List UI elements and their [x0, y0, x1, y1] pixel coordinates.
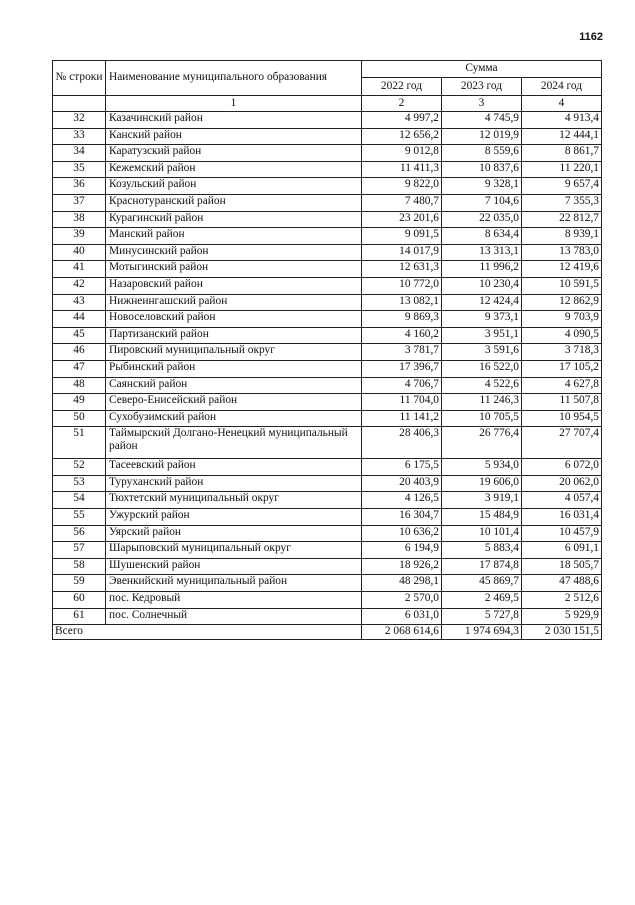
amount-2024: 9 703,9	[522, 311, 602, 328]
table-row	[53, 261, 602, 278]
budget-table	[52, 60, 602, 640]
amount-2024: 10 457,9	[522, 525, 602, 542]
amount-2022: 14 017,9	[362, 244, 442, 261]
row-number: 51	[53, 427, 106, 459]
table-row	[53, 161, 602, 178]
amount-2024: 8 861,7	[522, 145, 602, 162]
amount-2024: 6 091,1	[522, 542, 602, 559]
amount-2024: 10 954,5	[522, 410, 602, 427]
municipality-name: Казачинский район	[106, 112, 362, 129]
amount-2023: 4 745,9	[442, 112, 522, 129]
header-year-2022: 2022 год	[362, 78, 442, 96]
row-number: 46	[53, 344, 106, 361]
total-2023: 1 974 694,3	[442, 625, 522, 640]
amount-2024: 12 444,1	[522, 128, 602, 145]
amount-2022: 23 201,6	[362, 211, 442, 228]
table-row	[53, 394, 602, 411]
row-number: 48	[53, 377, 106, 394]
table-row	[53, 228, 602, 245]
amount-2024: 12 862,9	[522, 294, 602, 311]
table-row	[53, 211, 602, 228]
amount-2023: 8 634,4	[442, 228, 522, 245]
municipality-name: Эвенкийский муниципальный район	[106, 575, 362, 592]
header-row-number: № строки	[53, 61, 106, 96]
header-sum: Сумма	[362, 61, 602, 78]
amount-2023: 11 996,2	[442, 261, 522, 278]
row-number: 54	[53, 492, 106, 509]
table-row	[53, 377, 602, 394]
amount-2022: 12 631,3	[362, 261, 442, 278]
amount-2022: 9 822,0	[362, 178, 442, 195]
amount-2022: 6 194,9	[362, 542, 442, 559]
table-row	[53, 558, 602, 575]
table-row	[53, 592, 602, 609]
header-colnum-1	[53, 96, 106, 112]
amount-2024: 6 072,0	[522, 459, 602, 476]
amount-2023: 2 469,5	[442, 592, 522, 609]
amount-2022: 6 031,0	[362, 608, 442, 625]
header-colnum-4: 4	[522, 96, 602, 112]
row-number: 52	[53, 459, 106, 476]
amount-2024: 4 090,5	[522, 327, 602, 344]
amount-2024: 4 627,8	[522, 377, 602, 394]
row-number: 49	[53, 394, 106, 411]
municipality-name: пос. Солнечный	[106, 608, 362, 625]
municipality-name: Тюхтетский муниципальный округ	[106, 492, 362, 509]
amount-2022: 16 304,7	[362, 509, 442, 526]
row-number: 33	[53, 128, 106, 145]
municipality-name: Краснотуранский район	[106, 194, 362, 211]
amount-2022: 20 403,9	[362, 475, 442, 492]
amount-2022: 11 704,0	[362, 394, 442, 411]
amount-2023: 9 328,1	[442, 178, 522, 195]
table-row	[53, 294, 602, 311]
amount-2022: 10 636,2	[362, 525, 442, 542]
amount-2022: 28 406,3	[362, 427, 442, 459]
amount-2022: 48 298,1	[362, 575, 442, 592]
amount-2024: 22 812,7	[522, 211, 602, 228]
amount-2023: 12 424,4	[442, 294, 522, 311]
header-municipality-name: Наименование муниципального образования	[106, 61, 362, 96]
amount-2024: 11 220,1	[522, 161, 602, 178]
row-number: 37	[53, 194, 106, 211]
row-number: 55	[53, 509, 106, 526]
amount-2023: 9 373,1	[442, 311, 522, 328]
municipality-name: Новоселовский район	[106, 311, 362, 328]
amount-2022: 10 772,0	[362, 277, 442, 294]
amount-2024: 47 488,6	[522, 575, 602, 592]
amount-2024: 27 707,4	[522, 427, 602, 459]
amount-2024: 10 591,5	[522, 277, 602, 294]
row-number: 39	[53, 228, 106, 245]
municipality-name: Манский район	[106, 228, 362, 245]
amount-2022: 3 781,7	[362, 344, 442, 361]
municipality-name: Мотыгинский район	[106, 261, 362, 278]
row-number: 53	[53, 475, 106, 492]
table-row	[53, 311, 602, 328]
amount-2022: 17 396,7	[362, 360, 442, 377]
amount-2022: 12 656,2	[362, 128, 442, 145]
amount-2022: 9 012,8	[362, 145, 442, 162]
amount-2024: 17 105,2	[522, 360, 602, 377]
table-row	[53, 509, 602, 526]
row-number: 44	[53, 311, 106, 328]
row-number: 56	[53, 525, 106, 542]
row-number: 35	[53, 161, 106, 178]
amount-2023: 26 776,4	[442, 427, 522, 459]
municipality-name: Шарыповский муниципальный округ	[106, 542, 362, 559]
amount-2023: 11 246,3	[442, 394, 522, 411]
row-number: 47	[53, 360, 106, 377]
table-row	[53, 128, 602, 145]
municipality-name: Северо-Енисейский район	[106, 394, 362, 411]
table-row	[53, 525, 602, 542]
page-number: 1162	[579, 31, 603, 43]
header-year-2024: 2024 год	[522, 78, 602, 96]
municipality-name: Назаровский район	[106, 277, 362, 294]
table-row	[53, 542, 602, 559]
amount-2023: 10 101,4	[442, 525, 522, 542]
table-row	[53, 327, 602, 344]
table-row	[53, 112, 602, 129]
amount-2022: 2 570,0	[362, 592, 442, 609]
amount-2022: 4 126,5	[362, 492, 442, 509]
header-colnum-1: 1	[106, 96, 362, 112]
row-number: 43	[53, 294, 106, 311]
amount-2022: 7 480,7	[362, 194, 442, 211]
table-row	[53, 575, 602, 592]
amount-2024: 4 057,4	[522, 492, 602, 509]
amount-2023: 19 606,0	[442, 475, 522, 492]
amount-2024: 2 512,6	[522, 592, 602, 609]
municipality-name: Таймырский Долгано-Ненецкий муниципальный район	[106, 427, 362, 459]
amount-2023: 45 869,7	[442, 575, 522, 592]
table-row	[53, 459, 602, 476]
table-row	[53, 178, 602, 195]
amount-2023: 13 313,1	[442, 244, 522, 261]
municipality-name: Ужурский район	[106, 509, 362, 526]
amount-2023: 5 883,4	[442, 542, 522, 559]
amount-2023: 5 934,0	[442, 459, 522, 476]
amount-2024: 16 031,4	[522, 509, 602, 526]
amount-2022: 11 411,3	[362, 161, 442, 178]
municipality-name: Рыбинский район	[106, 360, 362, 377]
row-number: 41	[53, 261, 106, 278]
amount-2024: 13 783,0	[522, 244, 602, 261]
amount-2022: 18 926,2	[362, 558, 442, 575]
header-colnum-2: 2	[362, 96, 442, 112]
total-label: Всего	[53, 625, 362, 640]
amount-2024: 12 419,6	[522, 261, 602, 278]
municipality-name: Каратузский район	[106, 145, 362, 162]
municipality-name: Тасеевский район	[106, 459, 362, 476]
amount-2022: 4 160,2	[362, 327, 442, 344]
row-number: 34	[53, 145, 106, 162]
municipality-name: Кежемский район	[106, 161, 362, 178]
row-number: 38	[53, 211, 106, 228]
row-number: 61	[53, 608, 106, 625]
amount-2023: 3 919,1	[442, 492, 522, 509]
total-2024: 2 030 151,5	[522, 625, 602, 640]
municipality-name: Саянский район	[106, 377, 362, 394]
municipality-name: Курагинский район	[106, 211, 362, 228]
header-year-2023: 2023 год	[442, 78, 522, 96]
municipality-name: Шушенский район	[106, 558, 362, 575]
row-number: 36	[53, 178, 106, 195]
amount-2023: 3 591,6	[442, 344, 522, 361]
amount-2023: 22 035,0	[442, 211, 522, 228]
row-number: 58	[53, 558, 106, 575]
municipality-name: пос. Кедровый	[106, 592, 362, 609]
amount-2022: 6 175,5	[362, 459, 442, 476]
amount-2023: 17 874,8	[442, 558, 522, 575]
row-number: 45	[53, 327, 106, 344]
municipality-name: Партизанский район	[106, 327, 362, 344]
row-number: 57	[53, 542, 106, 559]
amount-2023: 10 230,4	[442, 277, 522, 294]
table-row	[53, 277, 602, 294]
amount-2023: 5 727,8	[442, 608, 522, 625]
amount-2024: 18 505,7	[522, 558, 602, 575]
municipality-name: Уярский район	[106, 525, 362, 542]
table-body	[53, 112, 602, 625]
municipality-name: Козульский район	[106, 178, 362, 195]
table-row	[53, 608, 602, 625]
amount-2023: 7 104,6	[442, 194, 522, 211]
amount-2024: 11 507,8	[522, 394, 602, 411]
municipality-name: Пировский муниципальный округ	[106, 344, 362, 361]
row-number: 32	[53, 112, 106, 129]
table-row	[53, 410, 602, 427]
municipality-name: Сухобузимский район	[106, 410, 362, 427]
table-row	[53, 244, 602, 261]
amount-2022: 13 082,1	[362, 294, 442, 311]
total-row	[53, 625, 602, 640]
row-number: 60	[53, 592, 106, 609]
amount-2023: 4 522,6	[442, 377, 522, 394]
total-2022: 2 068 614,6	[362, 625, 442, 640]
amount-2022: 4 706,7	[362, 377, 442, 394]
amount-2024: 8 939,1	[522, 228, 602, 245]
amount-2022: 4 997,2	[362, 112, 442, 129]
municipality-name: Минусинский район	[106, 244, 362, 261]
amount-2023: 12 019,9	[442, 128, 522, 145]
amount-2024: 3 718,3	[522, 344, 602, 361]
amount-2022: 11 141,2	[362, 410, 442, 427]
table-row	[53, 194, 602, 211]
row-number: 40	[53, 244, 106, 261]
municipality-name: Нижнеингашский район	[106, 294, 362, 311]
amount-2023: 10 705,5	[442, 410, 522, 427]
municipality-name: Туруханский район	[106, 475, 362, 492]
amount-2024: 7 355,3	[522, 194, 602, 211]
amount-2024: 9 657,4	[522, 178, 602, 195]
amount-2023: 3 951,1	[442, 327, 522, 344]
amount-2022: 9 091,5	[362, 228, 442, 245]
amount-2024: 20 062,0	[522, 475, 602, 492]
amount-2024: 5 929,9	[522, 608, 602, 625]
table-row	[53, 145, 602, 162]
amount-2023: 15 484,9	[442, 509, 522, 526]
amount-2022: 9 869,3	[362, 311, 442, 328]
row-number: 42	[53, 277, 106, 294]
municipality-name: Канский район	[106, 128, 362, 145]
table-row	[53, 427, 602, 459]
row-number: 50	[53, 410, 106, 427]
table-row	[53, 492, 602, 509]
amount-2024: 4 913,4	[522, 112, 602, 129]
amount-2023: 16 522,0	[442, 360, 522, 377]
header-colnum-3: 3	[442, 96, 522, 112]
amount-2023: 8 559,6	[442, 145, 522, 162]
table-row	[53, 360, 602, 377]
table-row	[53, 344, 602, 361]
table-row	[53, 475, 602, 492]
amount-2023: 10 837,6	[442, 161, 522, 178]
row-number: 59	[53, 575, 106, 592]
